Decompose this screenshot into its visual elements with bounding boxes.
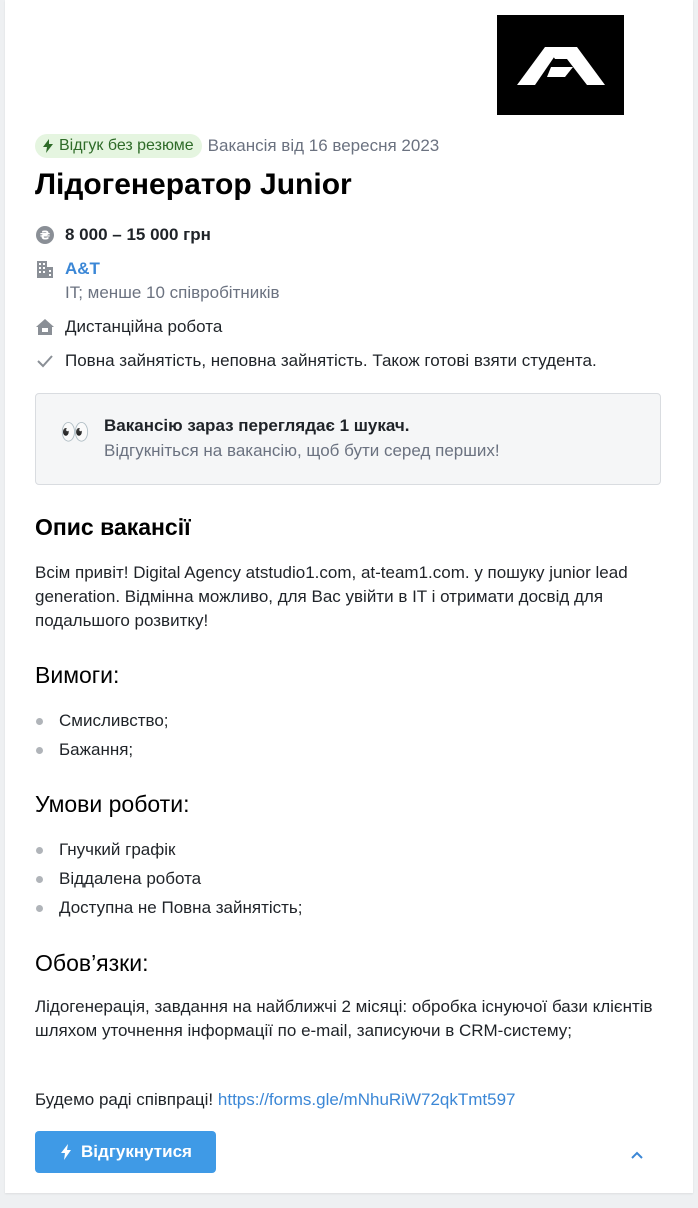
employment-type: Повна зайнятість, неповна зайнятість. Також готові взяти студента. [65, 351, 597, 370]
list-item: Віддалена робота [35, 864, 303, 893]
list-item: Доступна не Повна зайнятість; [35, 893, 303, 922]
requirements-heading: Вимоги: [35, 662, 120, 688]
no-resume-badge [35, 134, 202, 158]
notice-subtitle: Відгукніться на вакансію, щоб бути серед перших! [104, 441, 500, 460]
description-intro: Всім привіт! Digital Agency atstudio1.com, at-team1.com. у пошуку junior lead generation. Відмінна можливо, для Вас увійти в IT і отримати досвід для подальшого розвитку! [35, 563, 628, 630]
duties-text: Лідогенерація, завдання на найближчі 2 місяці: обробка існуючої бази клієнтів шляхом уточнення інформації по e-mail, записуючи в CRM-систему; [35, 997, 653, 1040]
duties-heading: Обов’язки: [35, 950, 149, 976]
notice-title: Вакансію зараз переглядає 1 шукач. [104, 416, 410, 435]
apply-label: Відгукнутися [81, 1142, 192, 1161]
check-icon [35, 351, 55, 371]
work-mode: Дистанційна робота [65, 317, 223, 336]
salary-value: 8 000 – 15 000 грн [65, 225, 211, 244]
description-heading: Опис вакансії [35, 514, 191, 540]
logo-icon [517, 43, 605, 87]
badge-label: Відгук без резюме [59, 137, 194, 154]
list-item: Бажання; [35, 735, 169, 764]
svg-text:₴: ₴ [39, 228, 51, 243]
conditions-heading: Умови роботи: [35, 791, 190, 817]
list-item: Смисливство; [35, 706, 169, 735]
company-info: IT; менше 10 співробітників [65, 283, 280, 302]
closing-paragraph [35, 1088, 655, 1112]
vacancy-title: Лідогенератор Junior [35, 168, 352, 201]
company-row [35, 257, 280, 305]
building-icon [35, 259, 55, 279]
eyes-icon: 👀 [60, 419, 90, 446]
chevron-up-icon[interactable] [629, 1147, 645, 1163]
list-item: Гнучкий графік [35, 835, 303, 864]
work-mode-row [35, 315, 222, 339]
house-icon [35, 317, 55, 337]
requirements-list [35, 706, 169, 764]
form-link[interactable]: https://forms.gle/mNhuRiW72qkTmt597 [217, 1090, 516, 1109]
employment-row [35, 349, 597, 373]
apply-button[interactable] [35, 1131, 216, 1173]
company-link[interactable]: A&T [65, 259, 100, 278]
conditions-list [35, 835, 303, 922]
bolt-icon [41, 139, 55, 153]
hryvnia-icon [35, 225, 55, 245]
vacancy-card [5, 0, 693, 1193]
salary-row [35, 223, 211, 247]
posted-date: Вакансія від 16 вересня 2023 [207, 136, 440, 155]
viewers-notice [35, 393, 661, 485]
closing-text: Будемо раді співпраці! [35, 1090, 214, 1109]
bolt-icon [59, 1144, 73, 1160]
company-logo[interactable] [497, 15, 624, 115]
meta-row [35, 134, 439, 158]
